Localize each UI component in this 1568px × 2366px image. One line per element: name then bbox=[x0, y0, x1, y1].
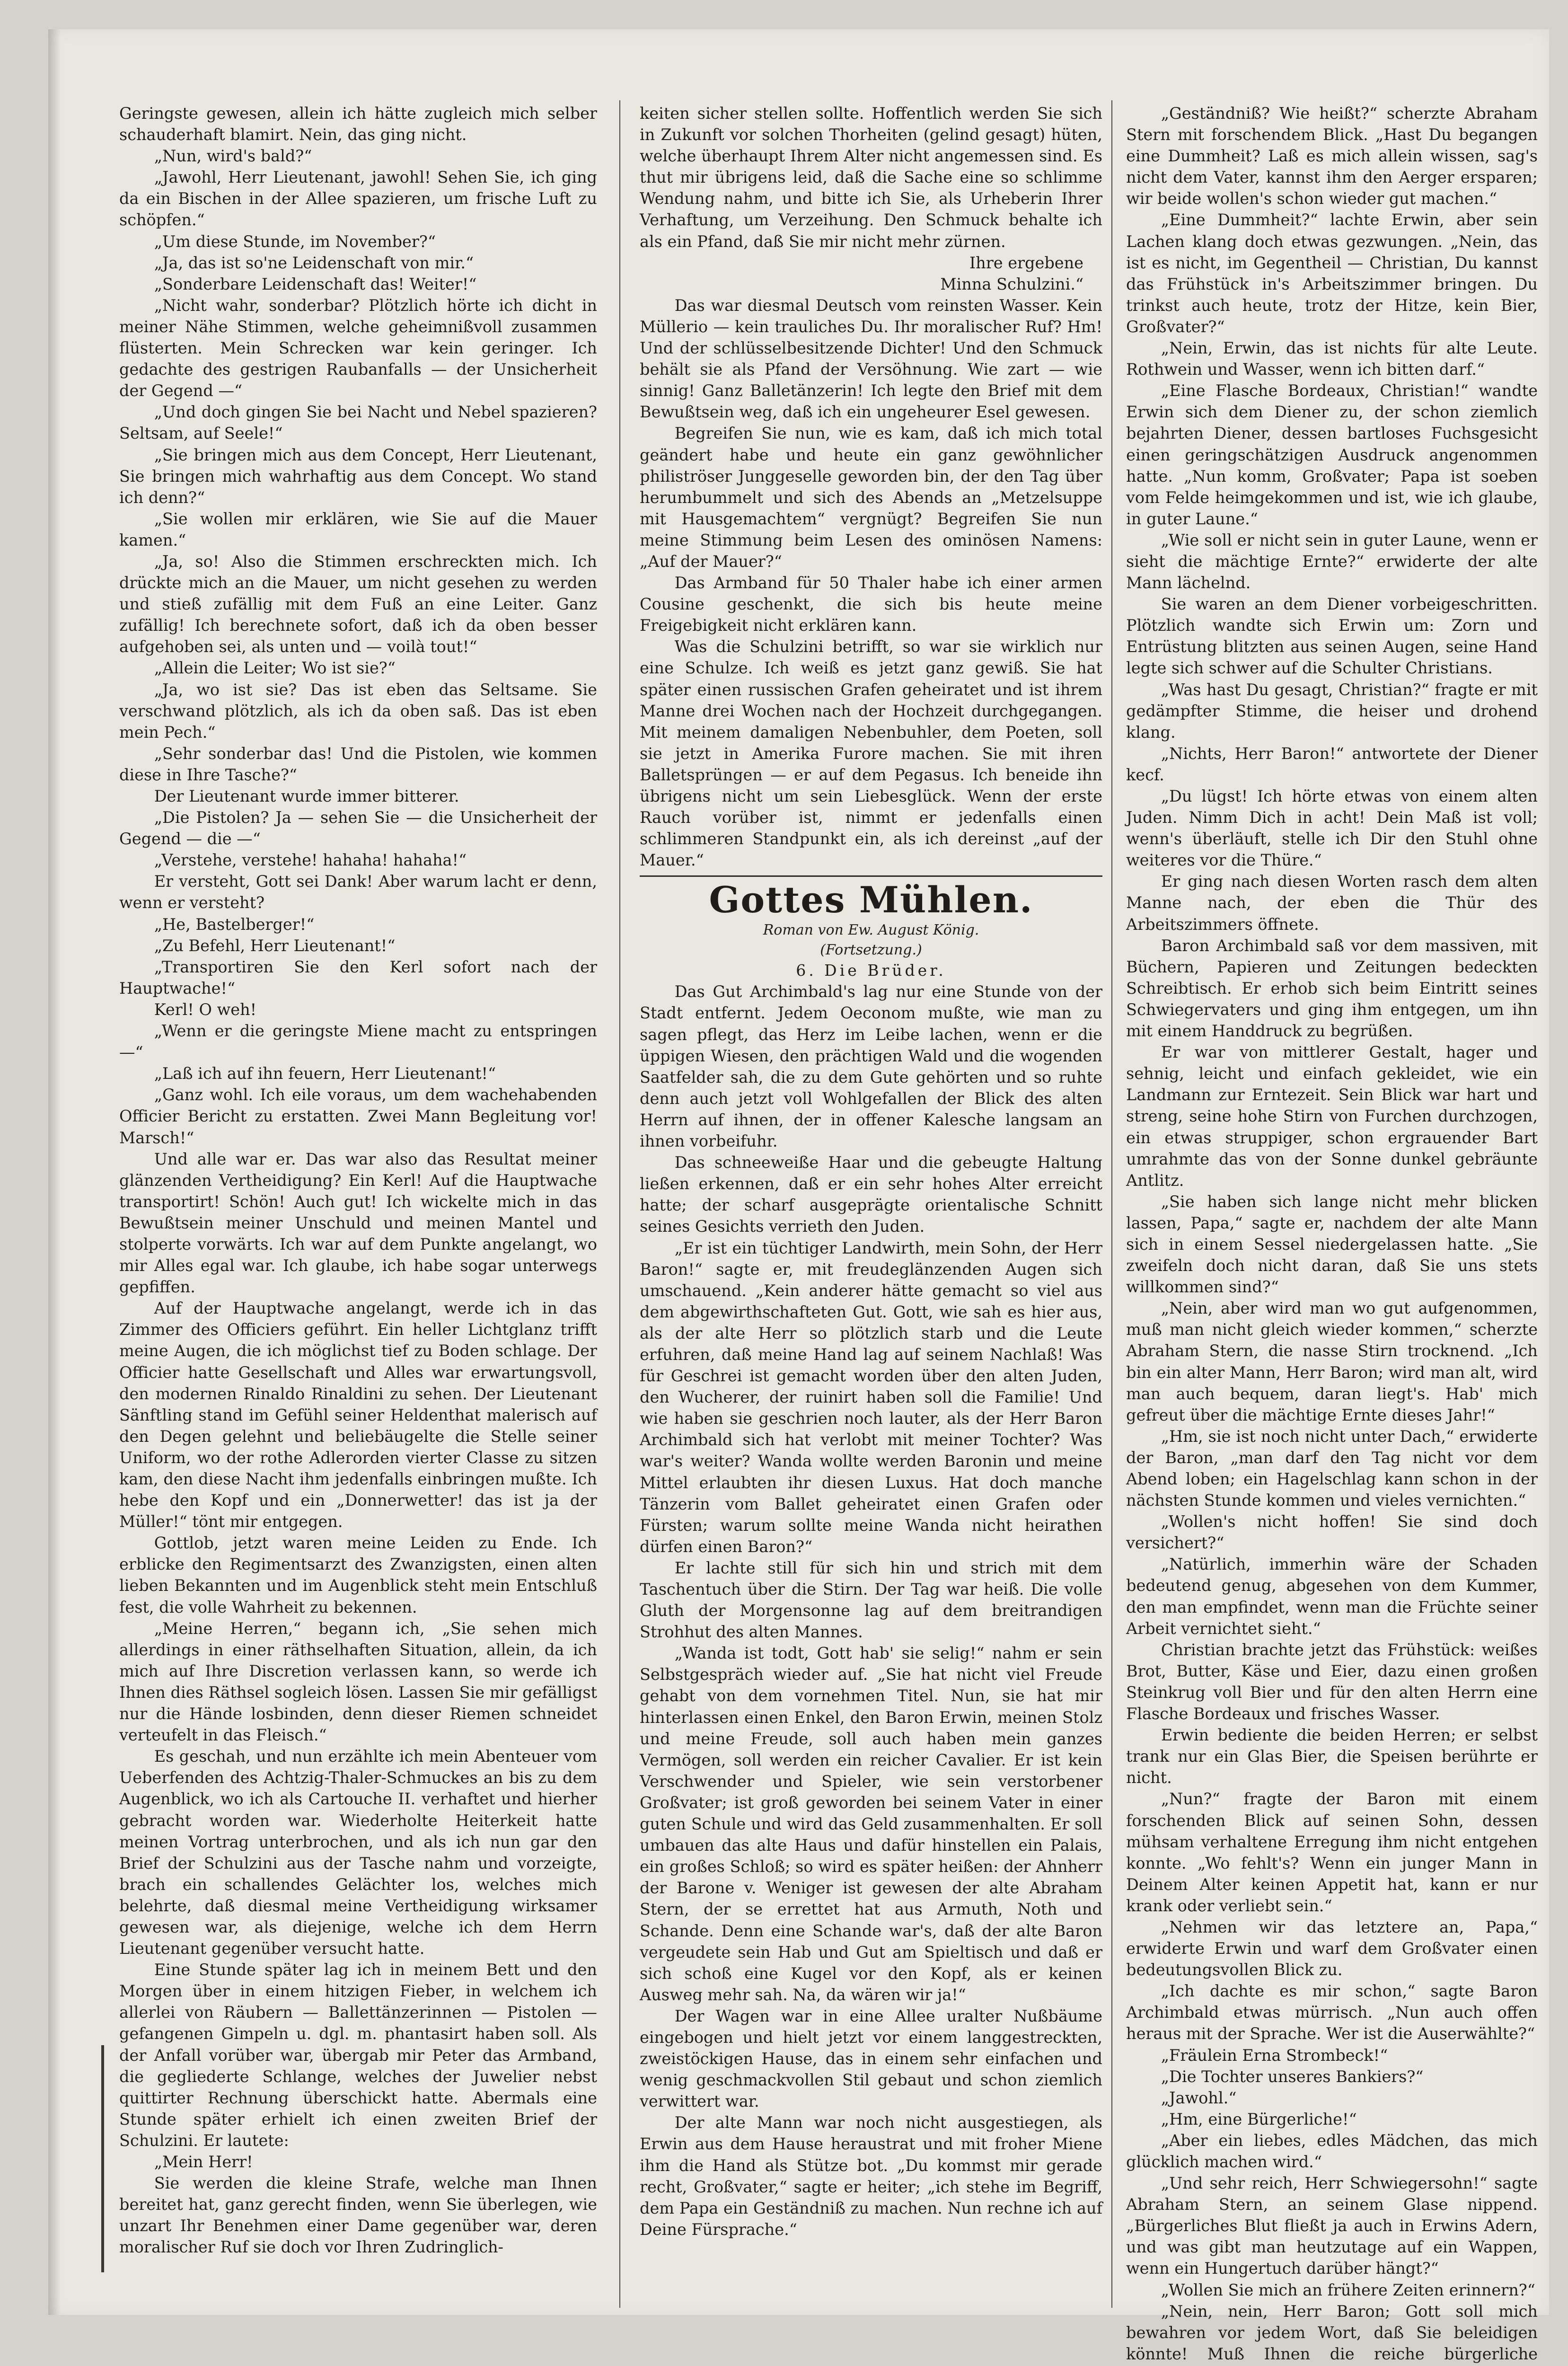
column-right bbox=[1126, 103, 1538, 2363]
margin-mark bbox=[101, 2045, 104, 2272]
feuilleton-ending bbox=[640, 103, 1102, 871]
story-continuation: (Fortsetzung.) bbox=[820, 942, 922, 959]
paragraph: „Laß ich auf ihn feuern, Herr Lieutenant!“ bbox=[154, 1064, 496, 1083]
paragraph: „Aber ein liebes, edles Mädchen, das mich glücklich machen wird.“ bbox=[1126, 2131, 1538, 2171]
paragraph: „Zu Befehl, Herr Lieutenant!“ bbox=[154, 936, 396, 955]
column-middle bbox=[640, 103, 1102, 2303]
paragraph: „Die Pistolen? Ja — sehen Sie — die Unsicherheit der Gegend — die —“ bbox=[119, 808, 597, 848]
column-rule-2 bbox=[1111, 100, 1112, 2308]
paragraph: „Eine Dummheit?“ lachte Erwin, aber sein Lachen klang doch etwas gezwungen. „Nein, das ist es nicht, im Gegentheil — Christian, Du kannst das Frühstück in's Arbeitszimmer bringen. Du trinkst auch heute, trotz der Hitze, kein Bier, Großvater?“ bbox=[1126, 211, 1538, 336]
paragraph: „Wie soll er nicht sein in guter Laune, wenn er sieht die mächtige Ernte?“ erwiderte der alte Mann lächelnd. bbox=[1126, 530, 1538, 592]
paragraph: „Sonderbare Leidenschaft das! Weiter!“ bbox=[154, 274, 477, 293]
paragraph: „Die Tochter unseres Bankiers?“ bbox=[1161, 2067, 1424, 2086]
paragraph: „Nein, aber wird man wo gut aufgenommen, muß man nicht gleich wieder kommen,“ scherzte Abraham Stern, die nasse Stirn trocknend. „Ich bin ein alter Mann, Herr Baron; wird man alt, wird man auch bequem, daran liegt's. Hab' mich gefreut über die mächtige Ernte dieses Jahr!“ bbox=[1126, 1299, 1538, 1424]
paragraph: „Fräulein Erna Strombeck!“ bbox=[1161, 2046, 1388, 2065]
paragraph: Begreifen Sie nun, wie es kam, daß ich mich total geändert habe und heute ein ganz gewöhnlicher philiströser Junggeselle geworden bin, der den Tag über herumbummelt und sich des Abends an „Metzelsuppe mit Hausgemachtem“ vergnügt? Begreifen Sie nun meine Stimmung beim Lesen des ominösen Namens: „Auf der Mauer?“ bbox=[640, 424, 1102, 571]
paragraph: „Was hast Du gesagt, Christian?“ fragte er mit gedämpfter Stimme, die heiser und drohend klang. bbox=[1126, 680, 1538, 742]
paragraph: „Um diese Stunde, im November?“ bbox=[154, 232, 436, 251]
story-text bbox=[640, 981, 1102, 2240]
paragraph: Er versteht, Gott sei Dank! Aber warum lacht er denn, wenn er versteht? bbox=[119, 872, 597, 912]
paragraph: „Nichts, Herr Baron!“ antwortete der Diener kecf. bbox=[1126, 744, 1538, 784]
section-rule bbox=[640, 875, 1102, 877]
paragraph: Eine Stunde später lag ich in meinem Bett und den Morgen über in einem hitzigen Fieber, in welchem ich allerlei von Räubern — Ballettänzerinnen — Pistolen — gefangenen Gimpeln u. dgl. m. phantasirt haben soll. Als der Anfall vorüber war, übergab mir Peter das Armband, die gegliederte Schlange, welches der Juwelier nebst quittirter Rechnung überschickt hatte. Abermals eine Stunde später erhielt ich einen zweiten Brief der Schulzini. Er lautete: bbox=[119, 1960, 597, 2150]
paragraph: „Mein Herr! bbox=[154, 2153, 253, 2171]
paragraph: „Eine Flasche Bordeaux, Christian!“ wandte Erwin sich dem Diener zu, der schon ziemlich bejahrten Diener, dessen bartloses Fuchsgesicht einen geringschätzigen Ausdruck angenommen hatte. „Nun komm, Großvater; Papa ist soeben vom Felde heimgekommen und ist, wie ich glaube, in guter Laune.“ bbox=[1126, 381, 1538, 528]
paragraph: „Ganz wohl. Ich eile voraus, um dem wachehabenden Officier Bericht zu erstatten. Zwei Mann Begleitung vor! Marsch!“ bbox=[119, 1086, 597, 1147]
paragraph: Er ging nach diesen Worten rasch dem alten Manne nach, der eben die Thür des Arbeitszimmers öffnete. bbox=[1126, 872, 1538, 934]
paragraph: „Sehr sonderbar das! Und die Pistolen, wie kommen diese in Ihre Tasche?“ bbox=[119, 744, 597, 784]
paragraph: „Du lügst! Ich hörte etwas von einem alten Juden. Nimm Dich in acht! Dein Maß ist voll; wenn's überläuft, stelle ich Dir den Stuhl ohne weiteres vor die Thüre.“ bbox=[1126, 787, 1538, 870]
paragraph: Das war diesmal Deutsch vom reinsten Wasser. Kein Müllerio — kein trauliches Du. Ihr moralischer Ruf? Hm! Und der schlüsselbesitzende Dichter! Und den Schmuck behält sie als Pfand der Versöhnung. Wie zart — wie sinnig! Ganz Balletänzerin! Ich legte den Brief mit dem Bewußtsein weg, daß ich ein ungeheurer Esel gewesen. bbox=[640, 296, 1102, 422]
paragraph: Auf der Hauptwache angelangt, werde ich in das Zimmer des Officiers geführt. Ein heller Lichtglanz trifft meine Augen, die ich möglichst tief zu Boden schlage. Der Officier hatte Gesellschaft und Alles war erwartungsvoll, den modernen Rinaldo Rinaldini zu sehen. Der Lieutenant Sänftling stand im Gefühl seiner Heldenthat malerisch auf den Degen gelehnt und beliebäugelte die Stelle seiner Uniform, wo der rothe Adlerorden vierter Classe zu sitzen kam, den diese Nacht ihm jedenfalls einbringen mußte. Ich hebe den Kopf und ein „Donnerwetter! das ist ja der Müller!“ tönt mir entgegen. bbox=[119, 1299, 597, 1531]
paragraph: „Geständniß? Wie heißt?“ scherzte Abraham Stern mit forschendem Blick. „Hast Du begangen eine Dummheit? Laß es mich allein wissen, sag's nicht dem Vater, kannst ihm den Aerger ersparen; wir beide wollen's schon wieder gut machen.“ bbox=[1126, 104, 1538, 208]
paragraph: Erwin bediente die beiden Herren; er selbst trank nur ein Glas Bier, die Speisen berührte er nicht. bbox=[1126, 1726, 1538, 1787]
paragraph: „Wollen's nicht hoffen! Sie sind doch versichert?“ bbox=[1126, 1512, 1538, 1553]
paragraph: Der Lieutenant wurde immer bitterer. bbox=[154, 787, 459, 805]
paragraph: „Hm, sie ist noch nicht unter Dach,“ erwiderte der Baron, „man darf den Tag nicht vor dem Abend loben; ein Hagelschlag kann schon in der nächsten Stunde kommen und vieles vernichten.“ bbox=[1126, 1427, 1538, 1510]
binding-shadow bbox=[48, 29, 61, 2315]
paragraph: „Er ist ein tüchtiger Landwirth, mein Sohn, der Herr Baron!“ sagte er, mit freudeglänzenden Augen sich umschauend. „Kein anderer hätte gemacht so viel aus dem abgewirthschafteten Gut. Gott, wie sah es hier aus, als der alte Herr so plötzlich starb und die Leute erfuhren, daß meine Hand lag auf seinem Nachlaß! Was für Geschrei ist gemacht worden über den alten Juden, den Wucherer, der ruinirt haben soll die Familie! Und wie haben sie geschrien noch lauter, als der Herr Baron Archimbald sich hat verlobt mit meiner Tochter? Was war's weiter? Wanda wollte werden Baronin und meine Mittel erlaubten ihr diesen Luxus. Hat doch manche Tänzerin vom Ballet geheiratet einen Grafen oder Fürsten; warum sollte meine Wanda nicht heirathen dürfen einen Baron?“ bbox=[640, 1238, 1102, 1556]
paragraph: „Nun?“ fragte der Baron mit einem forschenden Blick auf seinen Sohn, dessen mühsam verhaltene Erregung ihm nicht entgehen konnte. „Wo fehlt's? Wenn ein junger Mann in Deinem Alter keinen Appetit hat, kann er nur krank oder verliebt sein.“ bbox=[1126, 1790, 1538, 1915]
paragraph: „Wenn er die geringste Miene macht zu entspringen —“ bbox=[119, 1022, 597, 1062]
paragraph: „Und sehr reich, Herr Schwiegersohn!“ sagte Abraham Stern, an seinem Glase nippend. „Bürgerliches Blut fließt ja auch in Erwins Adern, und was gibt man heutzutage auf ein Wappen, wenn ein Hungertuch darüber hängt?“ bbox=[1126, 2174, 1538, 2278]
paragraph: „Ich dachte es mir schon,“ sagte Baron Archimbald etwas mürrisch. „Nun auch offen heraus mit der Sprache. Wer ist die Auserwählte?“ bbox=[1126, 1982, 1538, 2043]
paragraph: „Sie haben sich lange nicht mehr blicken lassen, Papa,“ sagte er, nachdem der alte Mann sich in einem Sessel niedergelassen hatte. „Sie zweifeln doch nicht daran, daß Sie uns stets willkommen sind?“ bbox=[1126, 1192, 1538, 1297]
paragraph: „Und doch gingen Sie bei Nacht und Nebel spazieren? Seltsam, auf Seele!“ bbox=[119, 403, 597, 443]
paragraph: „Ja, das ist so'ne Leidenschaft von mir.“ bbox=[154, 253, 474, 272]
paragraph: „Natürlich, immerhin wäre der Schaden bedeutend genug, abgesehen von dem Kummer, den man empfindet, wenn man die Früchte seiner Arbeit vernichtet sieht.“ bbox=[1126, 1555, 1538, 1638]
paragraph: „Sie wollen mir erklären, wie Sie auf die Mauer kamen.“ bbox=[119, 509, 597, 549]
story-byline: Roman von Ew. August König. bbox=[763, 922, 979, 939]
paragraph: „Meine Herren,“ begann ich, „Sie sehen mich allerdings in einer räthselhaften Situation, allein, da ich mich auf Ihre Discretion verlassen kann, so werde ich Ihnen dies Räthsel sogleich lösen. Lassen Sie mir gefälligst nur die Hände losbinden, denn dieser Riemen schneidet verteufelt in das Fleisch.“ bbox=[119, 1619, 597, 1745]
paragraph: „He, Bastelberger!“ bbox=[154, 915, 315, 934]
paragraph: Sie waren an dem Diener vorbeigeschritten. Plötzlich wandte sich Erwin um: Zorn und Entrüstung blitzten aus seinen Augen, seine Hand legte sich schwer auf die Schulter Christians. bbox=[1126, 595, 1538, 678]
paragraph: „Wollen Sie mich an frühere Zeiten erinnern?“ bbox=[1161, 2280, 1535, 2299]
paragraph: Das schneeweiße Haar und die gebeugte Haltung ließen erkennen, daß er ein sehr hohes Alter erreicht hatte; der scharf ausgeprägte orientalische Schnitt seines Gesichts verrieth den Juden. bbox=[640, 1153, 1102, 1236]
story-title: Gottes Mühlen. bbox=[709, 879, 1033, 921]
paragraph: „Verstehe, verstehe! hahaha! hahaha!“ bbox=[154, 851, 467, 870]
paragraph: Sie werden die kleine Strafe, welche man Ihnen bereitet hat, ganz gerecht finden, wenn Sie überlegen, wie unzart Ihr Benehmen einer Dame gegenüber war, deren moralischer Ruf sie doch vor Ihren Zudringlich- bbox=[119, 2174, 597, 2257]
paragraph: Ihre ergebene bbox=[969, 253, 1084, 272]
paragraph: Gottlob, jetzt waren meine Leiden zu Ende. Ich erblicke den Regimentsarzt des Zwanzigsten, einen alten lieben Bekannten und im Augenblick steht mein Entschluß fest, die volle Wahrheit zu bekennen. bbox=[119, 1534, 597, 1616]
column-left bbox=[119, 103, 597, 2303]
paragraph: „Nun, wird's bald?“ bbox=[154, 147, 312, 166]
paragraph: Minna Schulzini.“ bbox=[940, 274, 1084, 293]
paragraph: „Nicht wahr, sonderbar? Plötzlich hörte ich dicht in meiner Nähe Stimmen, welche geheimnißvoll zusammen flüsterten. Mein Schrecken war kein geringer. Ich gedachte des gestrigen Raubanfalls — der Unsicherheit der Gegend —“ bbox=[119, 296, 597, 400]
paragraph: keiten sicher stellen sollte. Hoffentlich werden Sie sich in Zukunft vor solchen Thorheiten (gelind gesagt) hüten, welche überhaupt Ihrem Alter nicht angemessen sind. Es thut mir übrigens leid, daß die Sache eine so schlimme Wendung nahm, und bitte ich Sie, als Urheberin Ihrer Verhaftung, um Verzeihung. Den Schmuck behalte ich als ein Pfand, daß Sie mir nicht mehr zürnen. bbox=[640, 104, 1102, 251]
newspaper-page bbox=[48, 29, 1549, 2363]
paragraph: „Sie bringen mich aus dem Concept, Herr Lieutenant, Sie bringen mich wahrhaftig aus dem Concept. Wo stand ich denn?“ bbox=[119, 445, 597, 507]
paragraph: „Transportiren Sie den Kerl sofort nach der Hauptwache!“ bbox=[119, 957, 597, 998]
paragraph: Baron Archimbald saß vor dem massiven, mit Büchern, Papieren und Zeitungen bedeckten Schreibtisch. Er erhob sich beim Eintritt seines Schwiegervaters und ging ihm entgegen, um ihn mit einem Handdruck zu begrüßen. bbox=[1126, 936, 1538, 1041]
paragraph: Das Armband für 50 Thaler habe ich einer armen Cousine geschenkt, die sich bis heute meine Freigebigkeit nicht erklären kann. bbox=[640, 574, 1102, 635]
paragraph: Geringste gewesen, allein ich hätte zugleich mich selber schauderhaft blamirt. Nein, das ging nicht. bbox=[119, 104, 597, 144]
paragraph: Christian brachte jetzt das Frühstück: weißes Brot, Butter, Käse und Eier, dazu einen großen Steinkrug voll Bier und für den alten Herrn eine Flasche Bordeaux und frisches Wasser. bbox=[1126, 1640, 1538, 1723]
paragraph: Das Gut Archimbald's lag nur eine Stunde von der Stadt entfernt. Jedem Oeconom mußte, wie man zu sagen pflegt, das Herz im Leibe lachen, wenn er die üppigen Wiesen, den prächtigen Wald und die wogenden Saatfelder sah, die zu dem Gute gehörten und so ruhte denn auch jetzt voll Wohlgefallen der Blick des alten Herrn auf ihnen, der in offener Kalesche langsam an ihnen vorbeifuhr. bbox=[640, 982, 1102, 1151]
paragraph: „Ja, so! Also die Stimmen erschreckten mich. Ich drückte mich an die Mauer, um nicht gesehen zu werden und stieß zufällig mit dem Fuß an eine Leiter. Ganz zufällig! Ich berechnete sofort, daß ich da oben besser aufgehoben sei, als unten und — voilà tout!“ bbox=[119, 552, 597, 656]
paragraph: Und alle war er. Das war also das Resultat meiner glänzenden Vertheidigung? Ein Kerl! Auf die Hauptwache transportirt! Schön! Auch gut! Ich wickelte mich in das Bewußtsein meiner Unschuld und meinen Mantel und stolperte vorwärts. Ich war auf dem Punkte angelangt, wo mir Alles egal war. Ich glaube, ich habe sogar unterwegs gepfiffen. bbox=[119, 1149, 597, 1297]
paragraph: „Hm, eine Bürgerliche!“ bbox=[1161, 2110, 1357, 2128]
paragraph: Kerl! O weh! bbox=[154, 1000, 257, 1019]
column-rule-1 bbox=[619, 100, 620, 2308]
paragraph: Er lachte still für sich hin und strich mit dem Taschentuch über die Stirn. Der Tag war heiß. Die volle Gluth der Morgensonne lag auf dem breitrandigen Strohhut des alten Mannes. bbox=[640, 1558, 1102, 1642]
paragraph: Was die Schulzini betrifft, so war sie wirklich nur eine Schulze. Ich weiß es jetzt ganz gewiß. Sie hat später einen russischen Grafen geheiratet und ist ihrem Manne drei Wochen nach der Hochzeit durchgegangen. Mit meinem damaligen Nebenbuhler, dem Poeten, soll sie jetzt in Amerika Furore machen. Sie mit ihren Balletsprüngen — er auf dem Pegasus. Ich beneide ihn übrigens nicht um sein Liebesglück. Wenn der erste Rauch vorüber ist, nimmt er jedenfalls einen schlimmeren Standpunkt ein, als ich dereinst „auf der Mauer.“ bbox=[640, 637, 1102, 870]
paragraph: „Wanda ist todt, Gott hab' sie selig!“ nahm er sein Selbstgespräch wieder auf. „Sie hat nicht viel Freude gehabt von dem vornehmen Titel. Nun, sie hat mir hinterlassen einen Enkel, den Baron Erwin, meinen Stolz und meine Freude, soll auch haben mein ganzes Vermögen, soll werden ein reicher Cavalier. Er ist kein Verschwender und Spieler, wie sein verstorbener Großvater; ist groß geworden bei seinem Vater in einer guten Schule und wird das Geld zusammenhalten. Er soll umbauen das alte Haus und dafür hinstellen ein Palais, ein großes Schloß; so wird es später heißen: der Ahnherr der Barone v. Weniger ist gewesen der alte Abraham Stern, der se errettet hat aus Armuth, Noth und Schande. Denn eine Schande war's, daß der alte Baron vergeudete sein Hab und Gut am Spieltisch und daß er sich schoß eine Kugel vor den Kopf, als er keinen Ausweg mehr sah. Na, da wären wir ja!“ bbox=[640, 1644, 1102, 2004]
paragraph: Der Wagen war in eine Allee uralter Nußbäume eingebogen und hielt jetzt vor einem langgestreckten, zweistöckigen Hause, das in einem sehr einfachen und wenig geschmackvollen Stil gebaut und schon ziemlich verwittert war. bbox=[640, 2006, 1102, 2111]
paragraph: „Ja, wo ist sie? Das ist eben das Seltsame. Sie verschwand plötzlich, als ich da oben saß. Das ist eben mein Pech.“ bbox=[119, 680, 597, 742]
paragraph: „Nehmen wir das letztere an, Papa,“ erwiderte Erwin und warf dem Großvater einen bedeutungsvollen Blick zu. bbox=[1126, 1917, 1538, 1979]
paragraph: Er war von mittlerer Gestalt, hager und sehnig, leicht und einfach gekleidet, wie ein Landmann zur Erntezeit. Sein Blick war hart und streng, seine hohe Stirn von Furchen durchzogen, ein etwas struppiger, schon ergrauender Bart umrahmte das von der Sonne dunkel gebräunte Antlitz. bbox=[1126, 1043, 1538, 1190]
chapter-heading: 6. Die Brüder. bbox=[796, 961, 946, 980]
paragraph: „Jawohl, Herr Lieutenant, jawohl! Sehen Sie, ich ging da ein Bischen in der Allee spazieren, um frische Luft zu schöpfen.“ bbox=[119, 168, 597, 230]
paragraph: „Nein, Erwin, das ist nichts für alte Leute. Rothwein und Wasser, wenn ich bitten darf.“ bbox=[1126, 339, 1538, 379]
paragraph: „Nein, nein, Herr Baron; Gott soll mich bewahren vor jedem Wort, daß Sie beleidigen könnte! Muß Ihnen die reiche bürgerliche bbox=[1126, 2302, 1538, 2363]
paragraph: Der alte Mann war noch nicht ausgestiegen, als Erwin aus dem Hause heraustrat und mit froher Miene ihm die Hand als Stütze bot. „Du kommst mir gerade recht, Großvater,“ sagte er heiter; „ich stehe im Begriff, dem Papa ein Geständniß zu machen. Nun rechne ich auf Deine Fürsprache.“ bbox=[640, 2113, 1102, 2239]
paragraph: Es geschah, und nun erzählte ich mein Abenteuer vom Ueberfenden des Achtzig-Thaler-Schmuckes an bis zu dem Augenblick, wo ich als Cartouche II. verhaftet und hierher gebracht worden war. Wiederholte Heiterkeit hatte meinen Vortrag unterbrochen, und als ich nun gar den Brief der Schulzini aus der Tasche nahm und vorzeigte, brach ein schallendes Gelächter los, welches mich belehrte, daß diesmal meine Vertheidigung wirksamer gewesen war, als diejenige, welche ich dem Herrn Lieutenant gegenüber versucht hatte. bbox=[119, 1747, 597, 1958]
paragraph: „Jawohl.“ bbox=[1161, 2088, 1237, 2107]
paragraph: „Allein die Leiter; Wo ist sie?“ bbox=[154, 659, 396, 678]
